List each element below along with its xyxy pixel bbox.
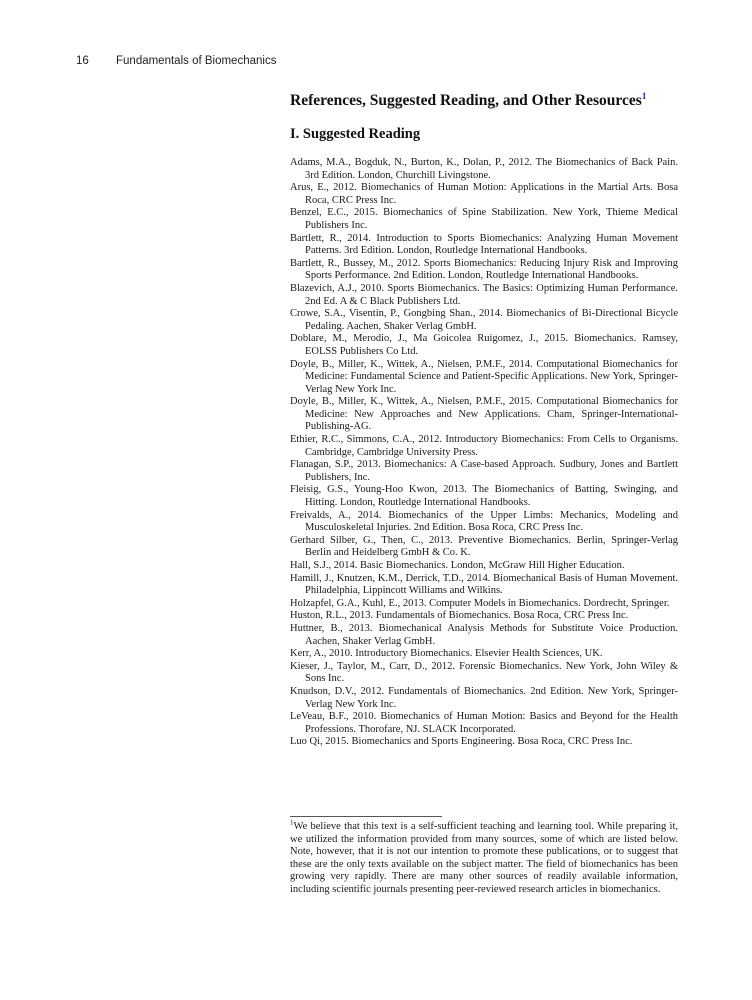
reference-item: Benzel, E.C., 2015. Biomechanics of Spine Stabilization. New York, Thieme Medical Publishers Inc. (290, 207, 678, 231)
reference-item: Knudson, D.V., 2012. Fundamentals of Biomechanics. 2nd Edition. New York, Springer-Verlag New York Inc. (290, 685, 678, 710)
reference-item: Huston, R.L., 2013. Fundamentals of Biomechanics. Bosa Roca, CRC Press Inc. (290, 610, 629, 622)
footnote-divider (290, 816, 442, 817)
reference-item: Kerr, A., 2010. Introductory Biomechanics. Elsevier Health Sciences, UK. (290, 648, 603, 660)
reference-item: Crowe, S.A., Visentin, P., Gongbing Shan., 2014. Biomechanics of Bi-Directional Bicycle Pedaling. Aachen, Shaker Verlag GmbH. (290, 308, 678, 332)
running-head (76, 55, 276, 67)
footnote-marker: 1 (290, 818, 294, 827)
reference-item: LeVeau, B.F., 2010. Biomechanics of Human Motion: Basics and Beyond for the Health Professions. Thorofare, NJ. SLACK Incorporated. (290, 711, 678, 735)
page-number: 16 (76, 55, 89, 67)
reference-item: Hall, S.J., 2014. Basic Biomechanics. London, McGraw Hill Higher Education. (290, 560, 625, 571)
reference-item: Doyle, B., Miller, K., Wittek, A., Nielsen, P.M.F., 2015. Computational Biomechanics for Medicine: New Approaches and New Applications. Cham, Springer-International-Publishing-AG. (290, 396, 678, 433)
subsection-title: I. Suggested Reading (290, 126, 421, 142)
reference-item: Flanagan, S.P., 2013. Biomechanics: A Case-based Approach. Sudbury, Jones and Bartlett Publishers, Inc. (290, 459, 678, 483)
reference-item: Doyle, B., Miller, K., Wittek, A., Nielsen, P.M.F., 2014. Computational Biomechanics for Medicine: Fundamental Science and Patient-Specific Applications. New York, Springer-Verlag New York Inc. (290, 358, 678, 395)
reference-item: Doblare, M., Merodio, J., Ma Goicolea Ruigomez, J., 2015. Biomechanics. Ramsey, EOLSS Publishers Co Ltd. (290, 333, 678, 357)
reference-item: Kieser, J., Taylor, M., Carr, D., 2012. Forensic Biomechanics. New York, John Wiley & Sons Inc. (290, 660, 678, 685)
reference-item: Luo Qi, 2015. Biomechanics and Sports Engineering. Bosa Roca, CRC Press Inc. (290, 736, 633, 748)
footnote-text: We believe that this text is a self-sufficient teaching and learning tool. While preparing it, we utilized the information provided from many sources, some of which are listed below. Note, however, that it is not our intention to promote these publications, or to suggest that these are the only texts available on the subject matter. The field of biomechanics has been growing very rapidly. There are many other sources of readily available information, including scientific journals presenting peer-reviewed research articles in biomechanics. (290, 821, 678, 895)
reference-item: Arus, E., 2012. Biomechanics of Human Motion: Applications in the Martial Arts. Bosa Roca, CRC Press Inc. (290, 182, 678, 206)
reference-item: Gerhard Silber, G., Then, C., 2013. Preventive Biomechanics. Berlin, Springer-Verlag Berlin and Heidelberg GmbH & Co. K. (290, 534, 678, 559)
reference-item: Freivalds, A., 2014. Biomechanics of the Upper Limbs: Mechanics, Modeling and Musculoskeletal Injuries. 2nd Edition. Bosa Roca, CRC Press Inc. (290, 509, 678, 534)
reference-item: Holzapfel, G.A., Kuhl, E., 2013. Computer Models in Biomechanics. Dordrecht, Springer. (290, 597, 670, 609)
section-title (290, 92, 710, 110)
reference-item: Ethier, R.C., Simmons, C.A., 2012. Introductory Biomechanics: From Cells to Organisms. Cambridge, Cambridge University Press. (290, 434, 678, 458)
reference-item: Blazevich, A.J., 2010. Sports Biomechanics. The Basics: Optimizing Human Performance. 2nd Ed. A & C Black Publishers Ltd. (290, 282, 678, 307)
reference-item: Fleisig, G.S., Young-Hoo Kwon, 2013. The Biomechanics of Batting, Swinging, and Hitting. London, Routledge International Handbooks. (290, 484, 678, 509)
reference-list (290, 157, 678, 749)
reference-item: Hamill, J., Knutzen, K.M., Derrick, T.D., 2014. Biomechanical Basis of Human Movement. Philadelphia, Lippincott Williams and Wilkins. (290, 572, 678, 597)
reference-item: Bartlett, R., 2014. Introduction to Sports Biomechanics: Analyzing Human Movement Patterns. 3rd Edition. London, Routledge International Handbooks. (290, 232, 678, 257)
reference-item: Bartlett, R., Bussey, M., 2012. Sports Biomechanics: Reducing Injury Risk and Improving Sports Performance. 2nd Edition. London, Routledge International Handbooks. (290, 257, 678, 282)
reference-item: Huttner, B., 2013. Biomechanical Analysis Methods for Substitute Voice Production. Aachen, Shaker Verlag GmbH. (290, 622, 678, 647)
section-title-text: References, Suggested Reading, and Other Resources (290, 92, 642, 109)
book-title: Fundamentals of Biomechanics (116, 55, 277, 67)
footnote-reference[interactable]: 1 (641, 91, 647, 102)
reference-item: Adams, M.A., Bogduk, N., Burton, K., Dolan, P., 2012. The Biomechanics of Back Pain. 3rd Edition. London, Churchill Livingstone. (290, 157, 678, 181)
footnote (290, 818, 678, 897)
